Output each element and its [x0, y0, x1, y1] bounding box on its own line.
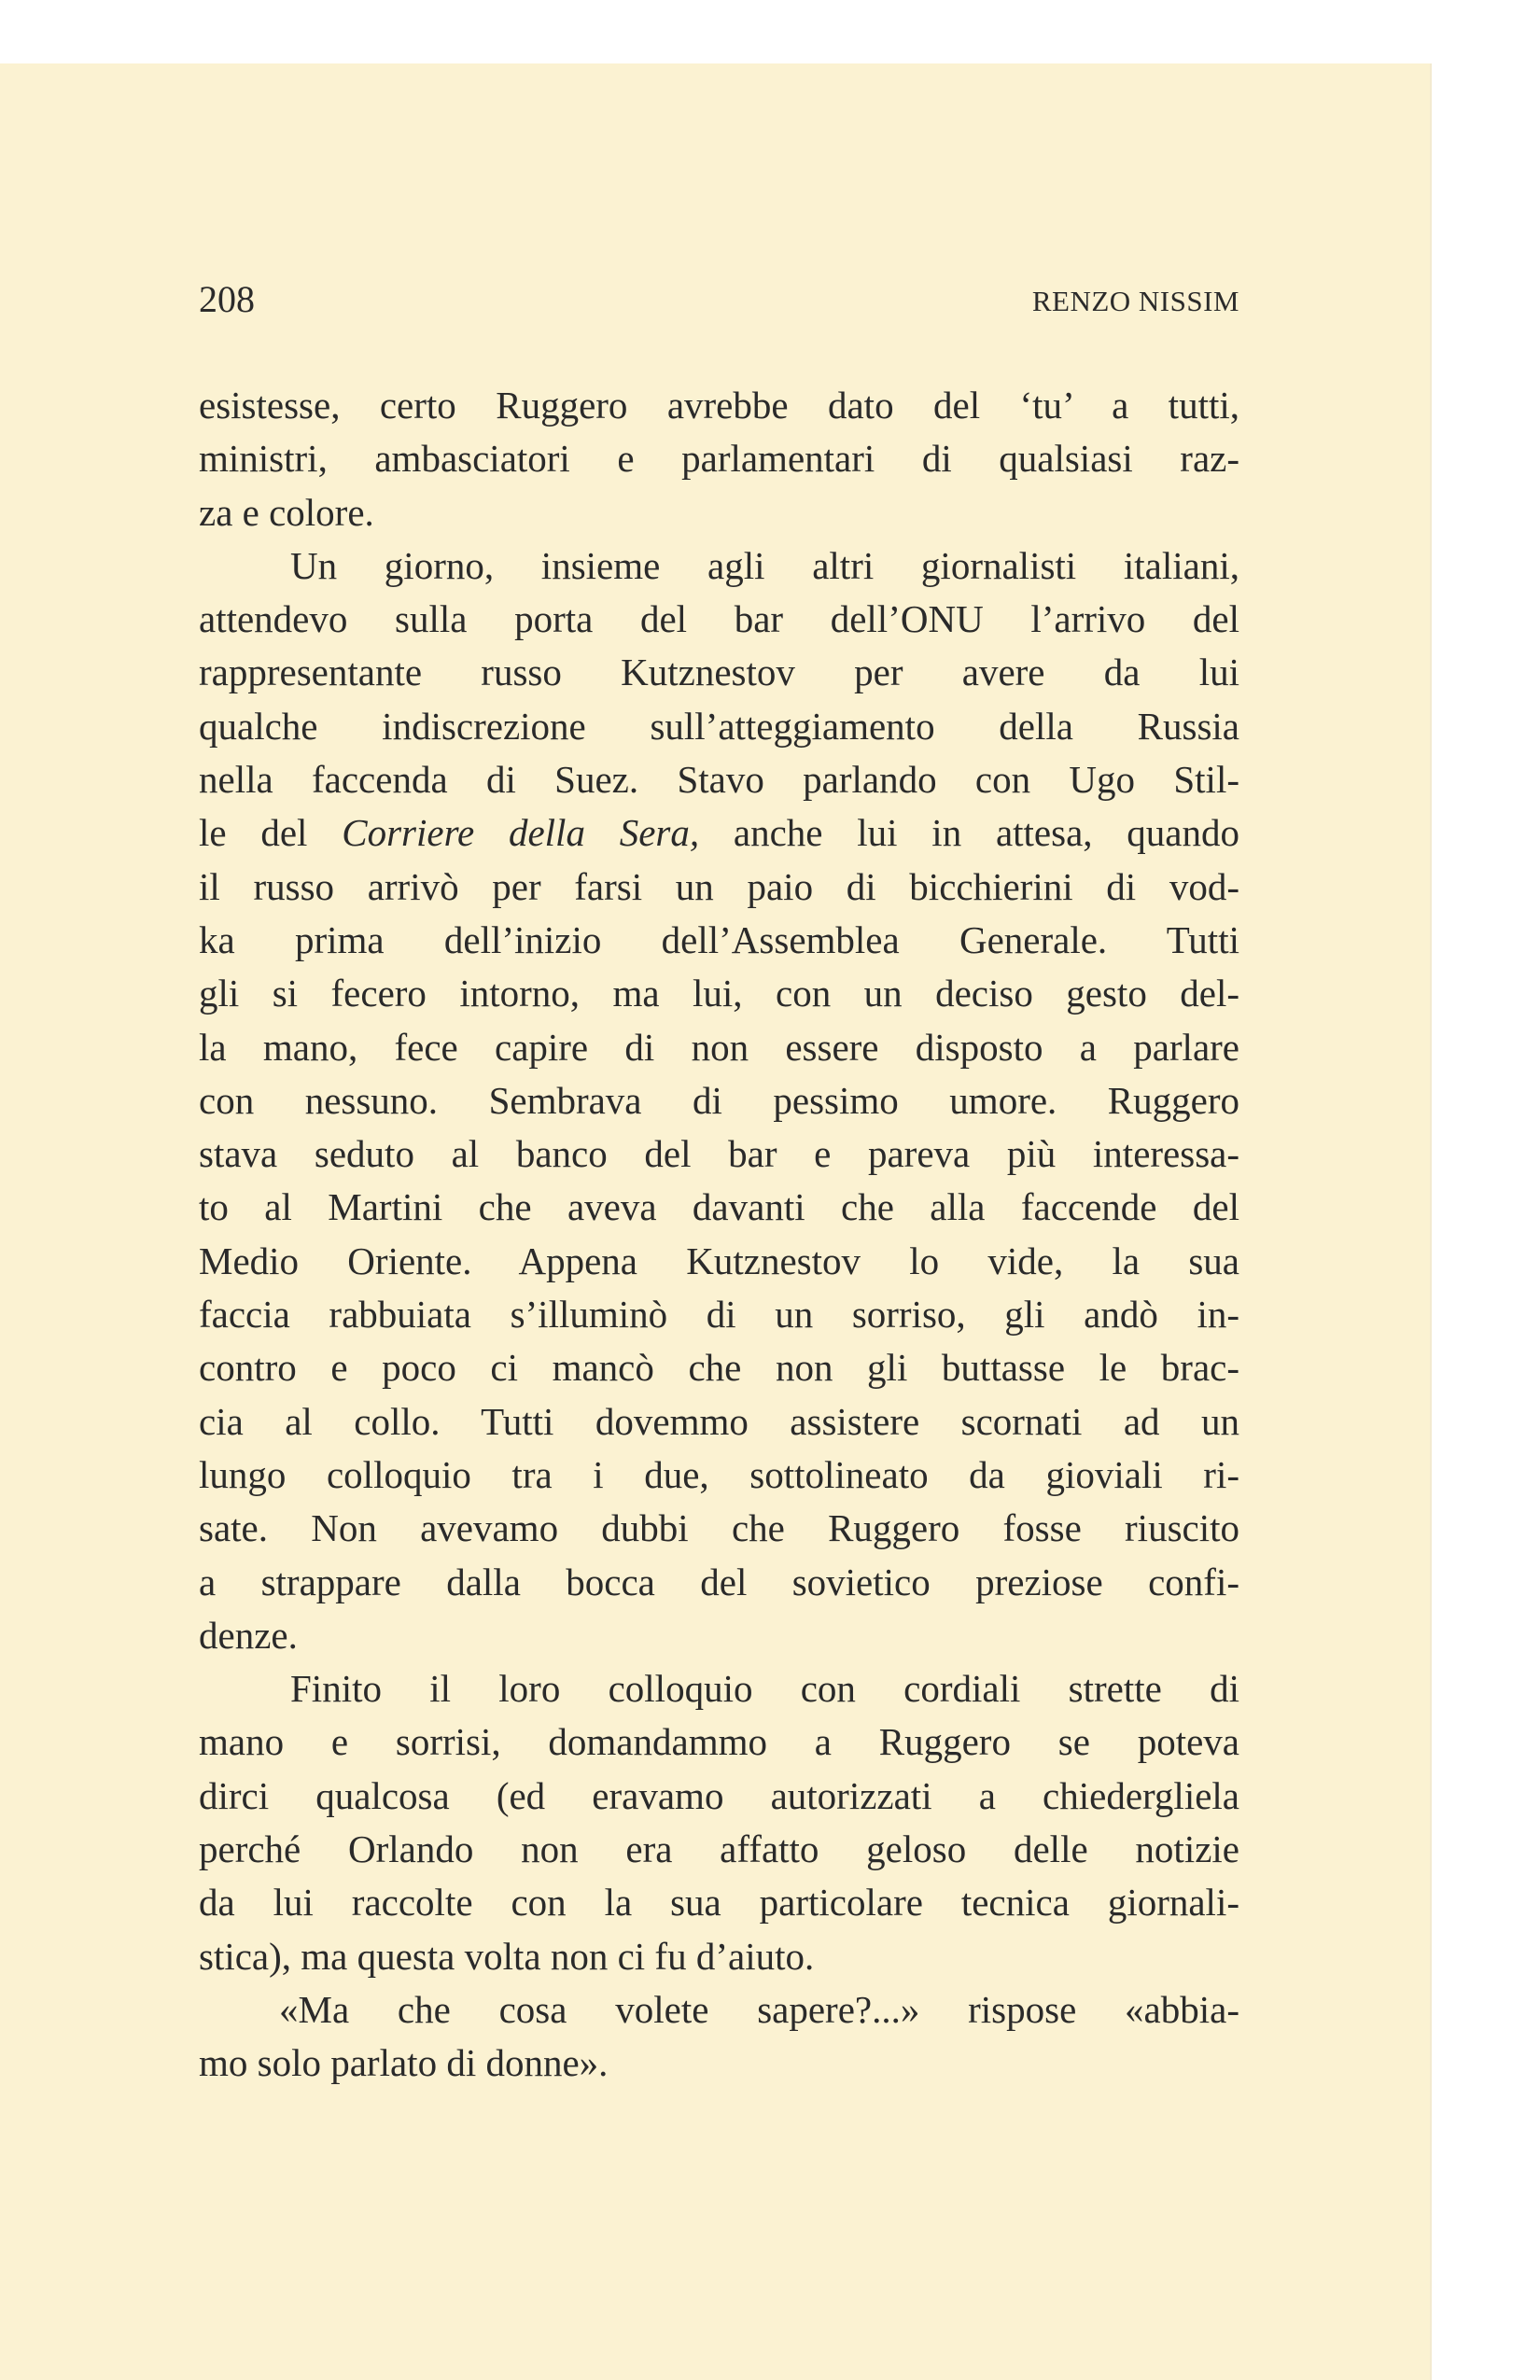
- text-line: Un giorno, insieme agli altri giornalisti italiani,: [290, 543, 1239, 587]
- text-line: faccia rabbuiata s’illuminò di un sorriso, gli andò in-: [199, 1293, 1239, 1337]
- body-text: [199, 379, 1239, 2091]
- text-line: esistesse, certo Ruggero avrebbe dato del ‘tu’ a tutti,: [199, 384, 1239, 427]
- text-line: mano e sorrisi, domandammo a Ruggero se poteva: [199, 1720, 1239, 1764]
- text-line: stava seduto al banco del bar e pareva più interessa-: [199, 1132, 1239, 1176]
- text-line: lungo colloquio tra i due, sottolineato da gioviali ri-: [199, 1452, 1239, 1496]
- text-line: sate. Non avevamo dubbi che Ruggero fosse riuscito: [199, 1506, 1239, 1550]
- text-run: le del: [199, 811, 343, 855]
- text-line: qualche indiscrezione sull’atteggiamento della Russia: [199, 704, 1239, 748]
- text-line: la mano, fece capire di non essere disposto a parlare: [199, 1025, 1239, 1069]
- text-run: anche lui in attesa, quando: [699, 811, 1239, 855]
- page-header: [199, 276, 1239, 323]
- text-line: ka prima dell’inizio dell’Assemblea Generale. Tutti: [199, 917, 1239, 961]
- text-line: stica), ma questa volta non ci fu d’aiuto.: [199, 1934, 815, 1978]
- text-line: «Ma che cosa volete sapere?...» rispose «abbia-: [279, 1987, 1239, 2031]
- text-line: Medio Oriente. Appena Kutznestov lo vide, la sua: [199, 1239, 1239, 1282]
- text-line: to al Martini che aveva davanti che alla faccende del: [199, 1185, 1239, 1229]
- text-line: nella faccenda di Suez. Stavo parlando con Ugo Stil-: [199, 758, 1239, 802]
- text-line: rappresentante russo Kutznestov per avere da lui: [199, 651, 1239, 694]
- running-head: RENZO NISSIM: [1031, 285, 1239, 317]
- text-line: Finito il loro colloquio con cordiali strette di: [290, 1667, 1239, 1711]
- text-line: attendevo sulla porta del bar dell’ONU l’arrivo del: [199, 597, 1239, 641]
- page-number: 208: [199, 278, 255, 320]
- text-line: denze.: [199, 1613, 298, 1657]
- text-line: [199, 806, 1239, 860]
- text-line: mo solo parlato di donne».: [199, 2041, 609, 2085]
- newspaper-title: Corriere della Sera,: [342, 811, 700, 855]
- text-line: ministri, ambasciatori e parlamentari di qualsiasi raz-: [199, 437, 1239, 481]
- text-line: perché Orlando non era affatto geloso delle notizie: [199, 1827, 1239, 1871]
- text-line: il russo arrivò per farsi un paio di bicchierini di vod-: [199, 864, 1239, 908]
- text-line: cia al collo. Tutti dovemmo assistere scornati ad un: [199, 1399, 1239, 1443]
- text-line: contro e poco ci mancò che non gli buttasse le brac-: [199, 1346, 1239, 1390]
- text-line: za e colore.: [199, 490, 374, 534]
- text-line: con nessuno. Sembrava di pessimo umore. Ruggero: [199, 1078, 1239, 1122]
- text-line: dirci qualcosa (ed eravamo autorizzati a chiedergliela: [199, 1773, 1239, 1817]
- text-line: a strappare dalla bocca del sovietico preziose confi-: [199, 1560, 1239, 1603]
- text-line: gli si fecero intorno, ma lui, con un deciso gesto del-: [199, 972, 1239, 1015]
- text-line: da lui raccolte con la sua particolare tecnica giornali-: [199, 1881, 1239, 1925]
